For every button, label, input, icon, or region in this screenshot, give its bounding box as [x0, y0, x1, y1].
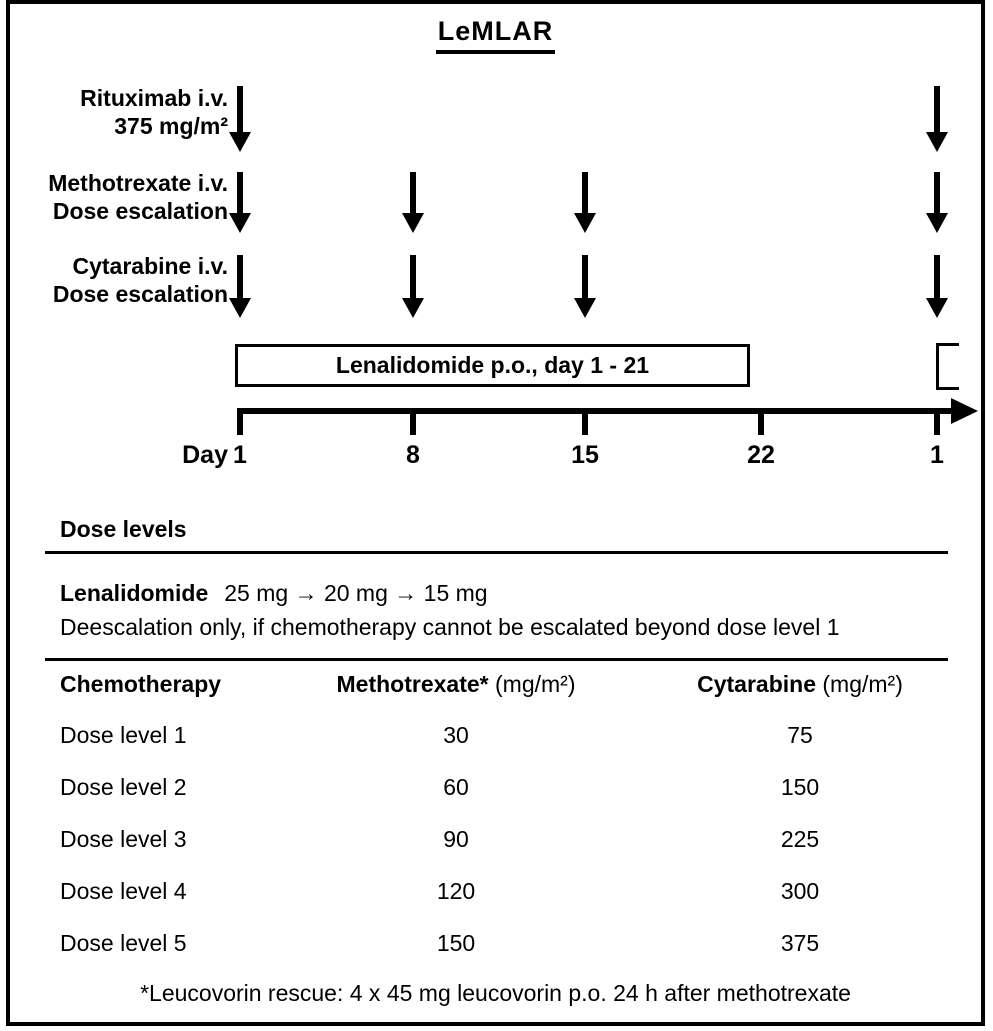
cytarabine-header-unit: (mg/m²)	[816, 671, 903, 697]
table-header-cytarabine	[650, 671, 950, 698]
divider-line	[45, 658, 948, 661]
lenalidomide-dose-line	[60, 580, 488, 607]
methotrexate-dose-arrow-icon	[574, 172, 596, 233]
deescalation-note: Deescalation only, if chemotherapy cannot be escalated beyond dose level 1	[60, 614, 840, 640]
timeline-tick-day1	[237, 408, 243, 435]
timeline-tick-day22	[758, 408, 764, 435]
timeline-label-day8: 8	[406, 441, 420, 469]
methotrexate-label	[0, 169, 228, 225]
rituximab-dose-arrow-icon	[926, 86, 948, 152]
methotrexate-dose-arrow-icon	[926, 172, 948, 233]
timeline-tick-day8	[410, 408, 416, 435]
rituximab-label	[0, 84, 228, 140]
timeline-label-nextcycle-day1: 1	[930, 441, 944, 469]
cytarabine-label	[0, 252, 228, 308]
rituximab-dose-arrow-icon	[229, 86, 251, 152]
cytarabine-value: 75	[787, 722, 813, 748]
cytarabine-dose-arrow-icon	[402, 255, 424, 318]
dose-level-label: Dose level 3	[60, 826, 187, 852]
divider-line	[45, 551, 948, 554]
timeline-label-day22: 22	[747, 441, 775, 469]
methotrexate-header-unit: (mg/m²)	[488, 671, 576, 697]
cytarabine-value: 300	[780, 878, 820, 904]
methotrexate-value: 90	[443, 826, 469, 852]
cytarabine-value: 150	[780, 774, 820, 800]
methotrexate-value: 120	[436, 878, 476, 904]
cytarabine-dose-arrow-icon	[229, 255, 251, 318]
cytarabine-dose-arrow-icon	[926, 255, 948, 318]
cytarabine-value: 225	[780, 826, 820, 852]
lenalidomide-box-next-cycle	[936, 343, 959, 390]
title-container	[6, 16, 985, 54]
rituximab-label-line2: 375 mg/m²	[114, 113, 228, 139]
timeline-axis	[237, 408, 957, 414]
timeline-tick-day15	[582, 408, 588, 435]
timeline-arrowhead-icon	[951, 398, 978, 424]
cytarabine-header-name: Cytarabine	[697, 671, 816, 697]
dose-level-label: Dose level 1	[60, 722, 187, 748]
methotrexate-header-name: Methotrexate*	[336, 671, 489, 697]
methotrexate-value: 60	[443, 774, 469, 800]
cytarabine-label-line2: Dose escalation	[52, 281, 228, 307]
leucovorin-footnote: *Leucovorin rescue: 4 x 45 mg leucovorin p.o. 24 h after methotrexate	[140, 980, 851, 1006]
dose-level-label: Dose level 4	[60, 878, 187, 904]
figure-border	[6, 0, 985, 1026]
methotrexate-value: 150	[436, 930, 476, 956]
cytarabine-dose-arrow-icon	[574, 255, 596, 318]
rituximab-label-line1: Rituximab i.v.	[80, 85, 228, 111]
figure-title: LeMLAR	[436, 16, 556, 54]
dose-level-label: Dose level 5	[60, 930, 187, 956]
methotrexate-dose-arrow-icon	[229, 172, 251, 233]
timeline-label-day1: 1	[233, 441, 247, 469]
methotrexate-label-line1: Methotrexate i.v.	[48, 170, 228, 196]
timeline-label-day15: 15	[571, 441, 599, 469]
lenalidomide-box: Lenalidomide p.o., day 1 - 21	[235, 344, 750, 387]
table-header-chemotherapy: Chemotherapy	[60, 671, 222, 697]
methotrexate-dose-arrow-icon	[402, 172, 424, 233]
dose-level-label: Dose level 2	[60, 774, 187, 800]
cytarabine-value: 375	[780, 930, 820, 956]
timeline-day-prefix: Day	[182, 441, 228, 469]
methotrexate-label-line2: Dose escalation	[52, 198, 228, 224]
cytarabine-label-line1: Cytarabine i.v.	[72, 253, 228, 279]
table-header-methotrexate	[306, 671, 606, 698]
lenalidomide-dose-name: Lenalidomide	[60, 580, 209, 606]
lenalidomide-dose-sequence: 25 mg → 20 mg → 15 mg	[224, 580, 488, 606]
timeline-tick-nextcycle-day1	[934, 408, 940, 435]
dose-levels-heading: Dose levels	[60, 516, 187, 542]
methotrexate-value: 30	[443, 722, 469, 748]
